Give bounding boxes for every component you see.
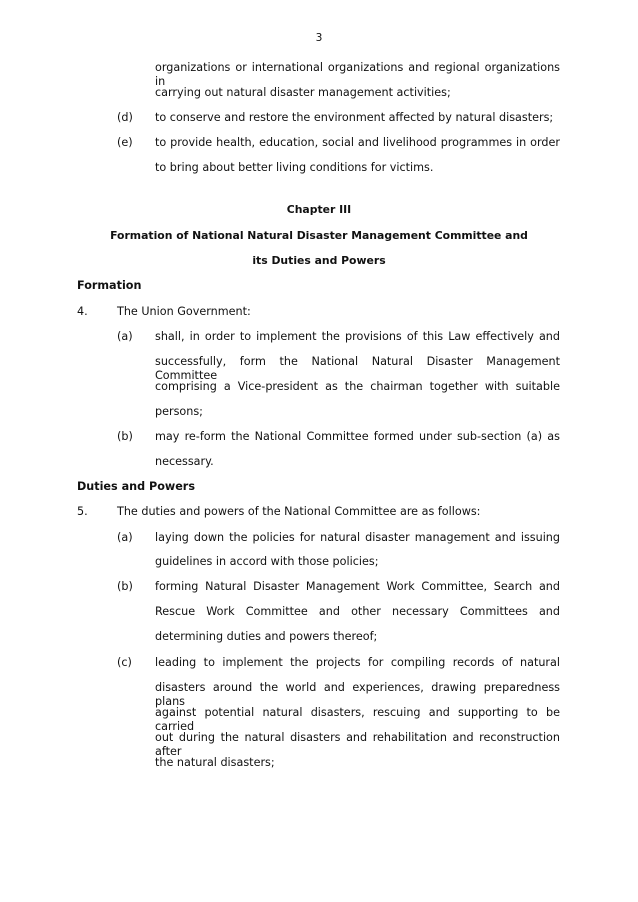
- section-heading: Duties and Powers: [77, 480, 195, 493]
- item-label: (a): [117, 330, 133, 343]
- section-heading: Formation: [77, 279, 142, 292]
- continuation-line: carrying out natural disaster management activities;: [155, 86, 451, 99]
- item-text: may re-form the National Committee formed under sub-section (a) as: [155, 430, 560, 443]
- item-text: against potential natural disasters, rescuing and supporting to be carried: [155, 706, 560, 733]
- item-text: comprising a Vice-president as the chairman together with suitable: [155, 380, 560, 393]
- chapter-title: Formation of National Natural Disaster Management Committee and: [110, 229, 528, 242]
- item-text: leading to implement the projects for compiling records of natural: [155, 656, 560, 669]
- item-text: determining duties and powers thereof;: [155, 630, 378, 643]
- item-text: the natural disasters;: [155, 756, 275, 769]
- item-label: (d): [117, 111, 133, 124]
- section-intro: The Union Government:: [117, 305, 251, 318]
- section-number: 5.: [77, 505, 88, 518]
- section-intro: The duties and powers of the National Committee are as follows:: [117, 505, 481, 518]
- item-text: successfully, form the National Natural Disaster Management Committee: [155, 355, 560, 382]
- item-text: guidelines in accord with those policies;: [155, 555, 379, 568]
- page-number: 3: [315, 31, 323, 44]
- item-text: necessary.: [155, 455, 214, 468]
- item-label: (b): [117, 580, 133, 593]
- item-text: Rescue Work Committee and other necessary Committees and: [155, 605, 560, 618]
- continuation-line: organizations or international organizations and regional organizations in: [155, 61, 560, 88]
- item-text: out during the natural disasters and rehabilitation and reconstruction after: [155, 731, 560, 758]
- chapter-number: Chapter III: [286, 203, 352, 216]
- item-text: shall, in order to implement the provisions of this Law effectively and: [155, 330, 560, 343]
- item-text: forming Natural Disaster Management Work Committee, Search and: [155, 580, 560, 593]
- chapter-title: its Duties and Powers: [252, 254, 386, 267]
- item-text: persons;: [155, 405, 203, 418]
- item-text: to bring about better living conditions for victims.: [155, 161, 434, 174]
- item-text: to conserve and restore the environment affected by natural disasters;: [155, 111, 554, 124]
- item-label: (e): [117, 136, 133, 149]
- item-label: (a): [117, 531, 133, 544]
- item-text: to provide health, education, social and livelihood programmes in order: [155, 136, 560, 149]
- item-text: laying down the policies for natural disaster management and issuing: [155, 531, 560, 544]
- section-number: 4.: [77, 305, 88, 318]
- item-label: (c): [117, 656, 132, 669]
- item-text: disasters around the world and experiences, drawing preparedness plans: [155, 681, 560, 708]
- item-label: (b): [117, 430, 133, 443]
